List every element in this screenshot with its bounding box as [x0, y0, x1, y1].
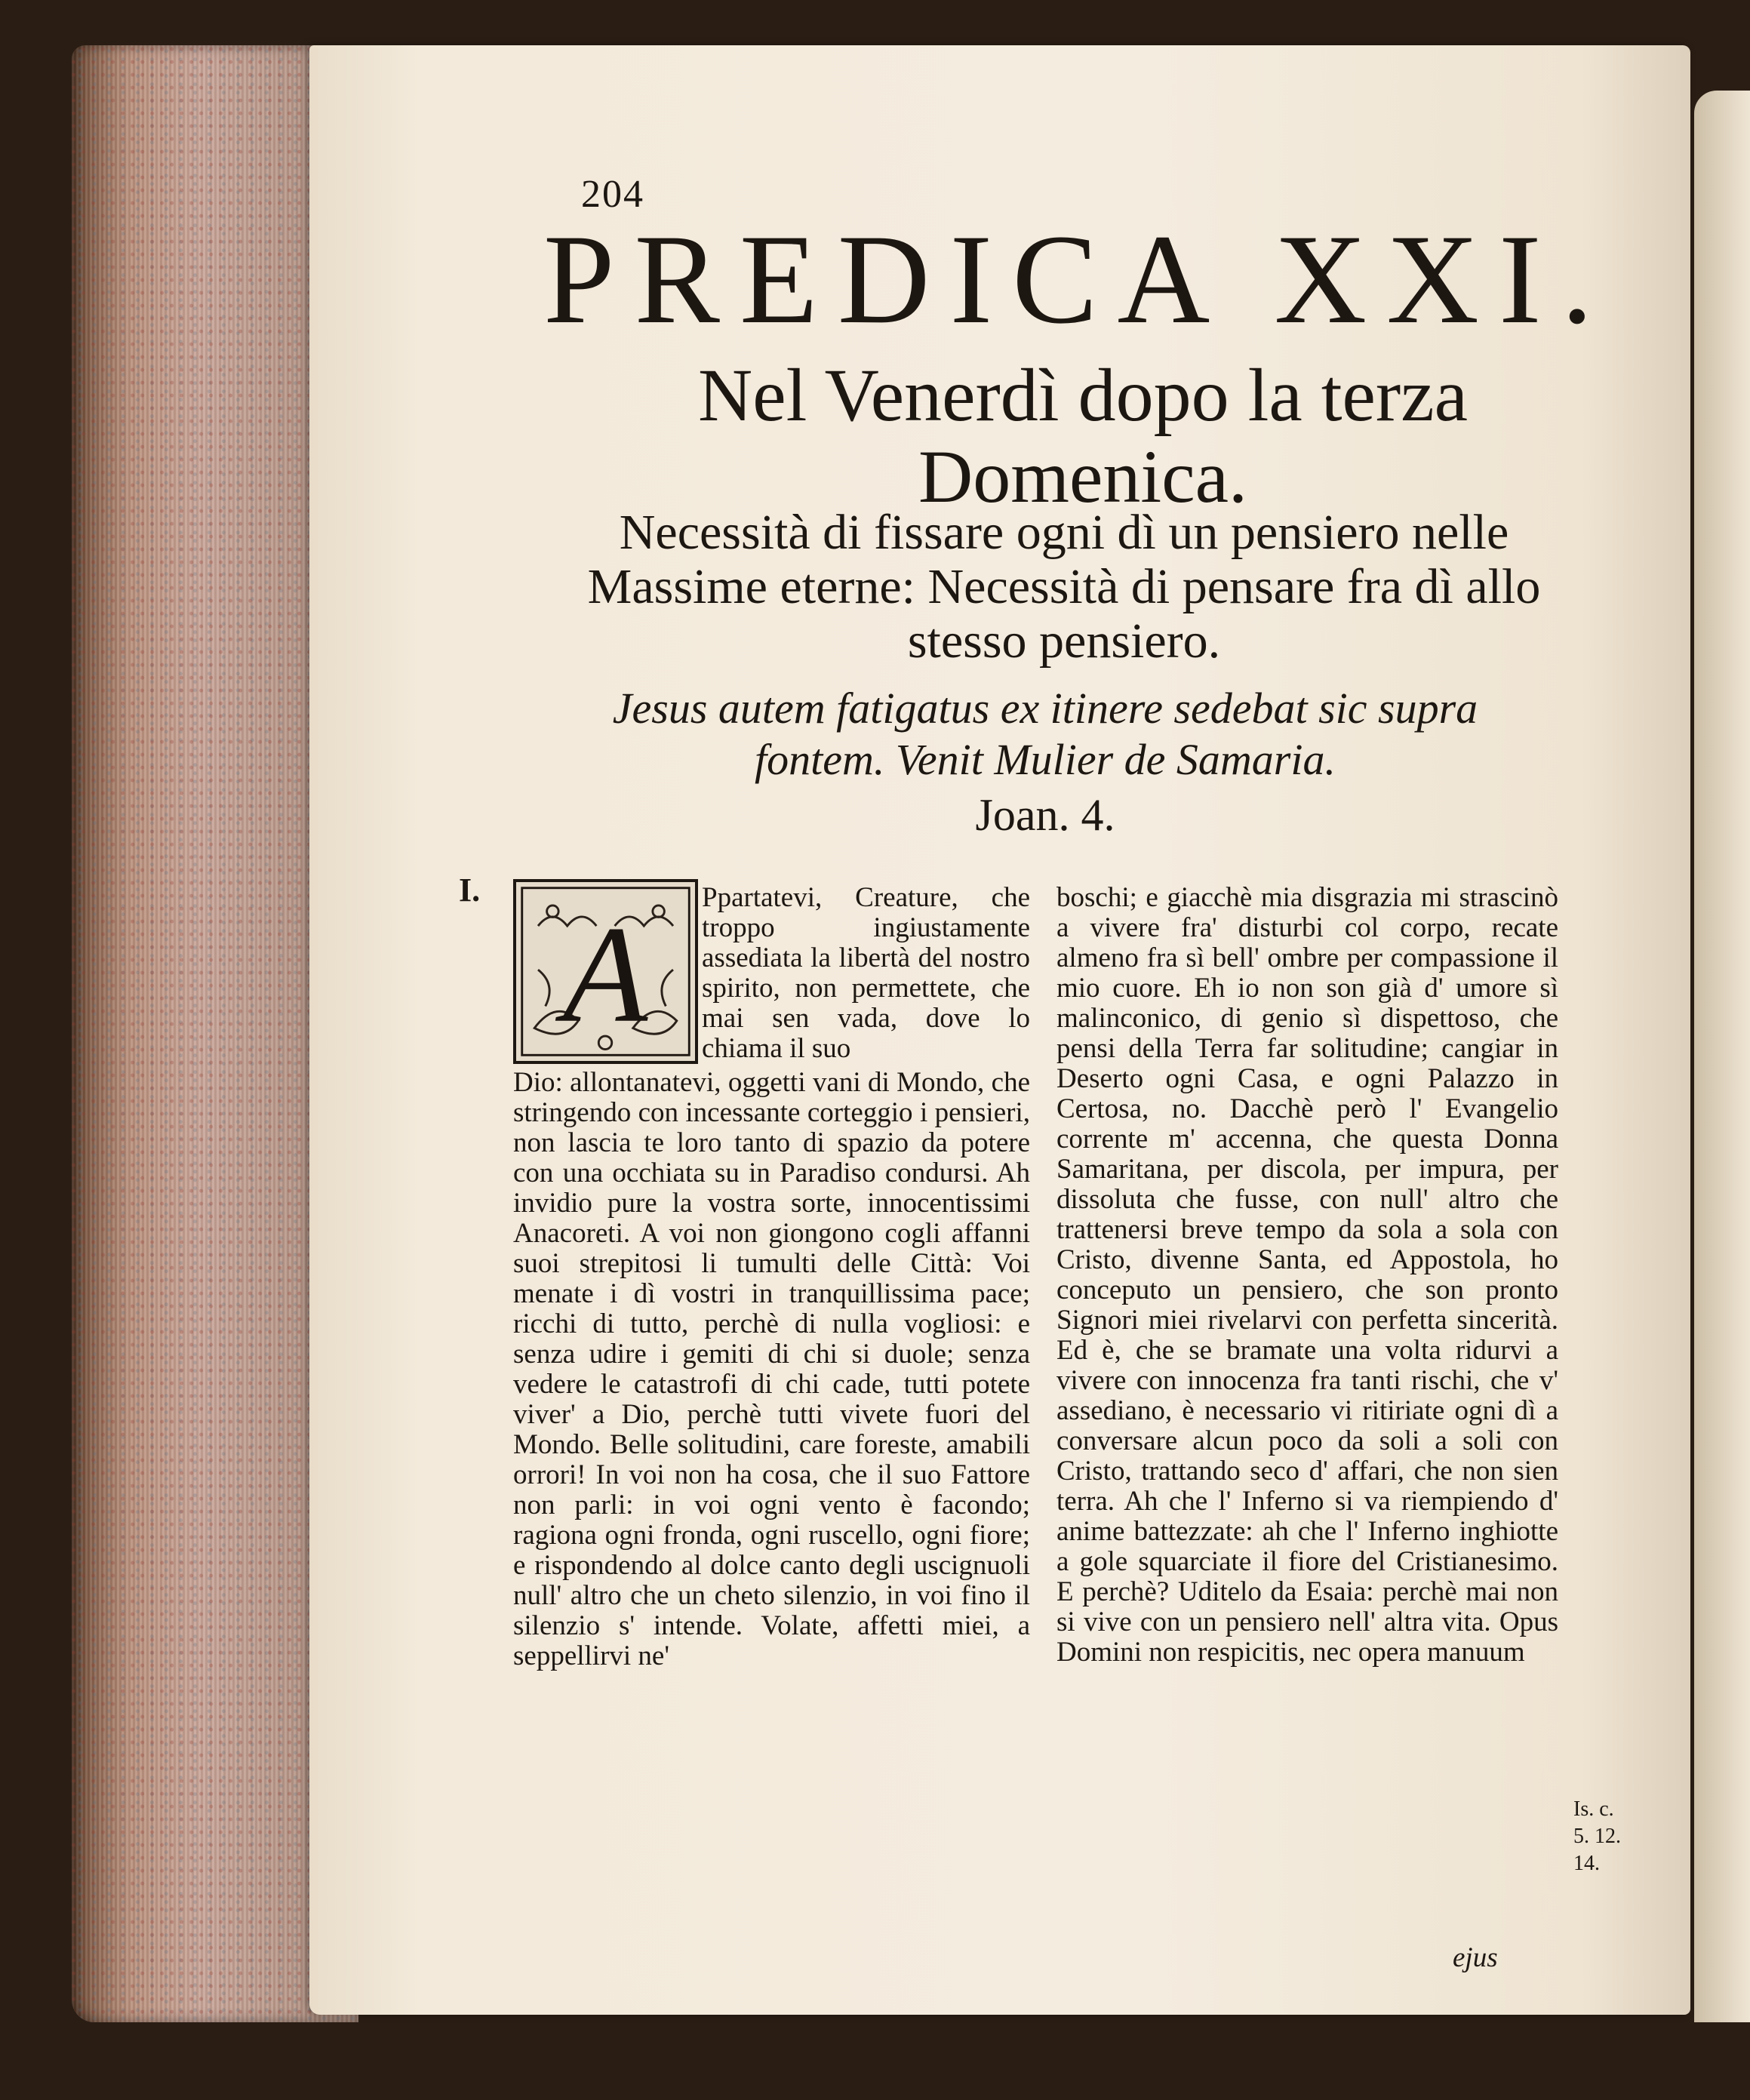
latin-epigraph: Jesus autem fatigatus ex itinere sedebat sic supra fontem. Venit Mulier de Samaria. [612, 684, 1478, 784]
margin-note: Is. c. 5. 12. 14. [1573, 1797, 1621, 1875]
catchword: ejus [1453, 1942, 1498, 1973]
sermon-subtitle: Nel Venerdì dopo la terza Domenica. [698, 353, 1468, 518]
right-column [1056, 883, 1558, 1668]
facing-page-edge [1694, 91, 1750, 2022]
page-number: 204 [581, 173, 644, 216]
section-number: I. [459, 872, 481, 909]
left-column [513, 1068, 1030, 1671]
sermon-summary: Necessità di fissare ogni dì un pensiero nelle Massime eterne: Necessità di pensare fra dì allo stesso pensiero. [587, 505, 1541, 669]
decorated-initial [513, 879, 698, 1064]
right-column-text: boschi; e giacchè mia disgrazia mi strascinò a vivere fra' disturbi col corpo, recate almeno fra sì bell' ombre per compassione il mio cuore. Eh io non son già d' umore sì malinconico, di genio sì dispettoso, che pensi della Terra far solitudine; cangiar in Deserto ogni Casa, e ogni Palazzo in Certosa, no. Dacchè però l' Evangelio corrente m' accenna, che questa Donna Samaritana, per discola, per impura, per dissoluta che fusse, con null' altro che trattenersi breve tempo da sola a sola con Cristo, divenne Santa, ed Appostola, ho conceputo un pensiero, che son pronto Signori miei rivelarvi con perfetta sincerità. Ed è, che se bramate una volta ridurvi a vivere con innocenza fra tanti rischi, che v' assediano, è necessario vi ritiriate ogni dì a conversare alcun poco da soli a soli con Cristo, trattando seco d' affari, che non sien terra. Ah che l' Inferno si va riempiendo d' anime battezzate: ah che l' Inferno inghiotte a gole squarciate il fiore del Cristianesimo. E perchè? Uditelo da Esaia: perchè mai non si vive con un pensiero nell' altra vita. Opus Domini non respicitis, nec opera manuum [1056, 882, 1558, 1668]
left-column-text: Dio: allontanatevi, oggetti vani di Mondo, che stringendo con incessante corteggio i pensieri, non lascia te loro tanto di spazio da potere con una occhiata su in Paradiso condursi. Ah invidio pure la vostra sorte, innocentissimi Anacoreti. A voi non giongono cogli affanni suoi strepitosi li tumulti delle Città: Voi menate i dì vostri in tranquillissima pace; ricchi di tutto, perchè di nulla vogliosi: e senza udire i gemiti di chi si duole; senza vedere le catastrofi di chi cade, tutti potete viver' a Dio, perchè tutti vivete fuori del Mondo. Belle solitudini, care foreste, amabili orrori! In voi non ha cosa, che il suo Fattore non parli: in voi ogni vento è facondo; ragiona ogni fronda, ogni ruscello, ogni fiore; e rispondendo al dolce canto degli uscignuoli null' altro che un cheto silenzio, in voi fino il silenzio s' intende. Volate, affetti miei, a seppellirvi ne' [513, 1067, 1030, 1671]
sermon-title: PREDICA XXI. [543, 208, 1613, 350]
lead-text: Ppartatevi, Creature, che troppo ingiustamente assediata la libertà del nostro spirito, non permettete, che mai sen vada, dove lo chiama il suo [702, 882, 1030, 1064]
ornament-icon [516, 882, 695, 1061]
lead-paragraph [702, 883, 1030, 1064]
bible-citation: Joan. 4. [975, 790, 1115, 840]
svg-text:A: A [562, 896, 648, 1051]
